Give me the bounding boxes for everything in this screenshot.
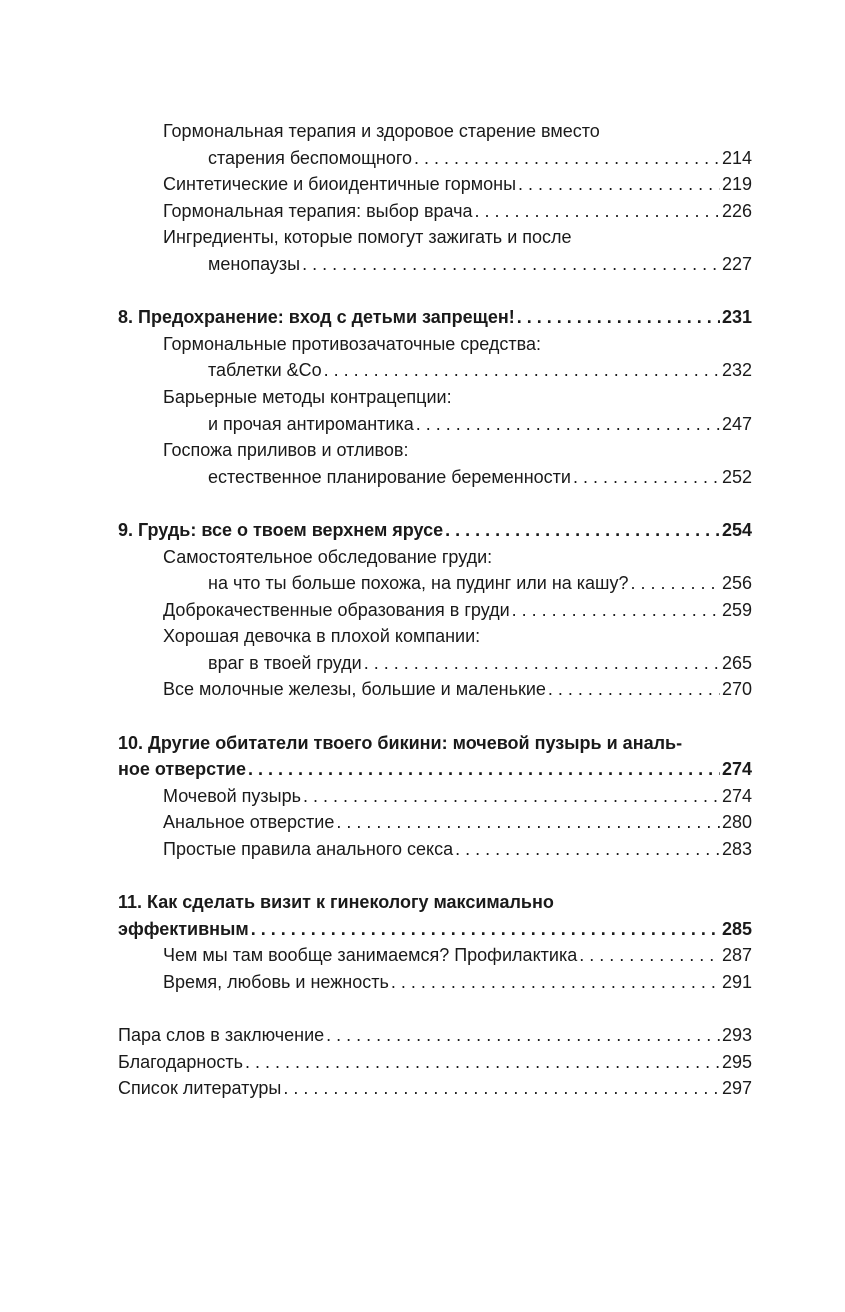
dot-leader bbox=[573, 464, 720, 491]
page-number: 252 bbox=[721, 466, 752, 487]
chapter-entry-line[interactable] bbox=[118, 304, 752, 331]
chapter-entry-line[interactable] bbox=[118, 756, 752, 783]
page-number: 219 bbox=[721, 174, 752, 195]
toc-entry-text: Госпожа приливов и отливов: bbox=[163, 440, 409, 461]
page-number: 247 bbox=[721, 413, 752, 434]
dot-leader bbox=[445, 517, 720, 544]
toc-entry-line[interactable] bbox=[118, 171, 752, 198]
page-number: 231 bbox=[721, 307, 752, 328]
toc-entry-text: естественное планирование беременности bbox=[208, 466, 571, 487]
page-number: 291 bbox=[721, 972, 752, 992]
page-number: 295 bbox=[721, 1051, 752, 1072]
backmatter-entry-line[interactable] bbox=[118, 1022, 752, 1049]
toc-entry-line[interactable] bbox=[118, 942, 752, 969]
page-number: 297 bbox=[721, 1078, 752, 1099]
page-number: 232 bbox=[721, 360, 752, 381]
toc-entry-text: враг в твоей груди bbox=[208, 652, 362, 673]
page-number: 274 bbox=[721, 759, 752, 780]
chapter-entry-text: ное отверстие bbox=[118, 759, 246, 780]
toc-entry-line[interactable] bbox=[118, 198, 752, 225]
dot-leader bbox=[414, 145, 720, 172]
page-number: 287 bbox=[721, 945, 752, 966]
dot-leader bbox=[512, 597, 720, 624]
toc-entry-text: Анальное отверстие bbox=[163, 812, 335, 833]
toc-entry-text: Ингредиенты, которые помогут зажигать и после bbox=[163, 227, 572, 248]
toc-entry-line[interactable] bbox=[118, 676, 752, 703]
page-number: 226 bbox=[721, 200, 752, 221]
toc-entry-text: Простые правила анального секса bbox=[163, 839, 454, 860]
dot-leader bbox=[326, 1022, 720, 1049]
toc-entry-line[interactable] bbox=[118, 464, 752, 491]
toc-entry-text: менопаузы bbox=[208, 253, 301, 274]
backmatter-entry-line[interactable] bbox=[118, 1075, 752, 1102]
dot-leader bbox=[336, 809, 720, 836]
toc-entry-text: Барьерные методы контрацепции: bbox=[163, 386, 452, 407]
chapter-entry-line[interactable] bbox=[118, 730, 752, 757]
toc-entry-line[interactable] bbox=[118, 623, 752, 650]
toc-entry-text: Гормональные противозачаточные средства: bbox=[163, 333, 542, 354]
backmatter-entry-text: Список литературы bbox=[118, 1078, 282, 1099]
toc-entry-text: на что ты больше похожа, на пудинг или на кашу? bbox=[208, 573, 629, 594]
section-spacer bbox=[118, 996, 752, 1023]
dot-leader bbox=[518, 171, 720, 198]
backmatter-entry-line[interactable] bbox=[118, 1049, 752, 1076]
dot-leader bbox=[455, 836, 720, 863]
page-number: 285 bbox=[721, 918, 752, 939]
toc-entry-text: Гормональная терапия: выбор врача bbox=[163, 200, 473, 221]
dot-leader bbox=[324, 357, 720, 384]
toc-entry-text: Синтетические и биоидентичные гормоны bbox=[163, 174, 517, 195]
toc-entry-line[interactable] bbox=[118, 384, 752, 411]
table-of-contents bbox=[118, 118, 752, 1102]
dot-leader bbox=[517, 304, 720, 331]
chapter-entry-line[interactable] bbox=[118, 889, 752, 916]
toc-entry-text: Мочевой пузырь bbox=[163, 785, 301, 806]
toc-entry-text: старения беспомощного bbox=[208, 147, 413, 168]
toc-entry-text: Хорошая девочка в плохой компании: bbox=[163, 626, 481, 647]
toc-entry-text: Все молочные железы, большие и маленькие bbox=[163, 679, 546, 700]
toc-entry-line[interactable] bbox=[118, 411, 752, 438]
dot-leader bbox=[302, 251, 720, 278]
toc-entry-text: и прочая антиромантика bbox=[208, 413, 414, 434]
toc-entry-line[interactable] bbox=[118, 437, 752, 464]
toc-entry-text: Время, любовь и нежность bbox=[163, 972, 389, 992]
toc-entry-line[interactable] bbox=[118, 570, 752, 597]
page-number: 254 bbox=[721, 519, 752, 540]
toc-entry-line[interactable] bbox=[118, 650, 752, 677]
toc-entry-text: Гормональная терапия и здоровое старение вместо bbox=[163, 121, 600, 141]
chapter-entry-text: 11. Как сделать визит к гинекологу максимально bbox=[118, 892, 554, 913]
page-number: 270 bbox=[721, 679, 752, 700]
section-spacer bbox=[118, 863, 752, 890]
toc-entry-line[interactable] bbox=[118, 597, 752, 624]
page-number: 293 bbox=[721, 1025, 752, 1046]
dot-leader bbox=[631, 570, 720, 597]
dot-leader bbox=[303, 783, 720, 810]
chapter-entry-text: 10. Другие обитатели твоего бикини: мочевой пузырь и аналь- bbox=[118, 732, 683, 753]
dot-leader bbox=[391, 969, 720, 996]
chapter-entry-text: 8. Предохранение: вход с детьми запрещен! bbox=[118, 307, 515, 328]
page-number: 283 bbox=[721, 839, 752, 860]
toc-entry-line[interactable] bbox=[118, 783, 752, 810]
page-number: 256 bbox=[721, 573, 752, 594]
page-number: 227 bbox=[721, 253, 752, 274]
page-number: 280 bbox=[721, 812, 752, 833]
chapter-entry-line[interactable] bbox=[118, 517, 752, 544]
dot-leader bbox=[245, 1049, 720, 1076]
chapter-entry-line[interactable] bbox=[118, 916, 752, 943]
chapter-entry-text: 9. Грудь: все о твоем верхнем ярусе bbox=[118, 519, 444, 540]
dot-leader bbox=[251, 916, 720, 943]
dot-leader bbox=[248, 756, 720, 783]
page-number: 259 bbox=[721, 599, 752, 620]
page-number: 274 bbox=[721, 785, 752, 806]
toc-entry-line[interactable] bbox=[118, 809, 752, 836]
backmatter-entry-text: Пара слов в заключение bbox=[118, 1025, 325, 1046]
section-spacer bbox=[118, 490, 752, 517]
backmatter-entry-text: Благодарность bbox=[118, 1051, 244, 1072]
toc-entry-line[interactable] bbox=[118, 145, 752, 172]
toc-entry-line[interactable] bbox=[118, 224, 752, 251]
toc-entry-line[interactable] bbox=[118, 969, 752, 996]
toc-entry-line[interactable] bbox=[118, 836, 752, 863]
toc-entry-line[interactable] bbox=[118, 251, 752, 278]
toc-entry-line[interactable] bbox=[118, 357, 752, 384]
toc-entry-text: Доброкачественные образования в груди bbox=[163, 599, 510, 620]
chapter-entry-text: эффективным bbox=[118, 918, 249, 939]
section-spacer bbox=[118, 278, 752, 305]
section-spacer bbox=[118, 703, 752, 730]
toc-entry-text: Самостоятельное обследование груди: bbox=[163, 546, 493, 567]
toc-entry-line[interactable] bbox=[118, 331, 752, 358]
dot-leader bbox=[579, 942, 720, 969]
toc-entry-line[interactable] bbox=[118, 544, 752, 571]
dot-leader bbox=[283, 1075, 720, 1102]
dot-leader bbox=[475, 198, 720, 225]
toc-entry-text: Чем мы там вообще занимаемся? Профилактика bbox=[163, 945, 578, 966]
toc-entry-line[interactable] bbox=[118, 118, 752, 145]
dot-leader bbox=[416, 411, 720, 438]
dot-leader bbox=[548, 676, 720, 703]
toc-entry-text: таблетки &Co bbox=[208, 360, 322, 381]
dot-leader bbox=[364, 650, 720, 677]
page-number: 265 bbox=[721, 652, 752, 673]
page-number: 214 bbox=[721, 147, 752, 168]
